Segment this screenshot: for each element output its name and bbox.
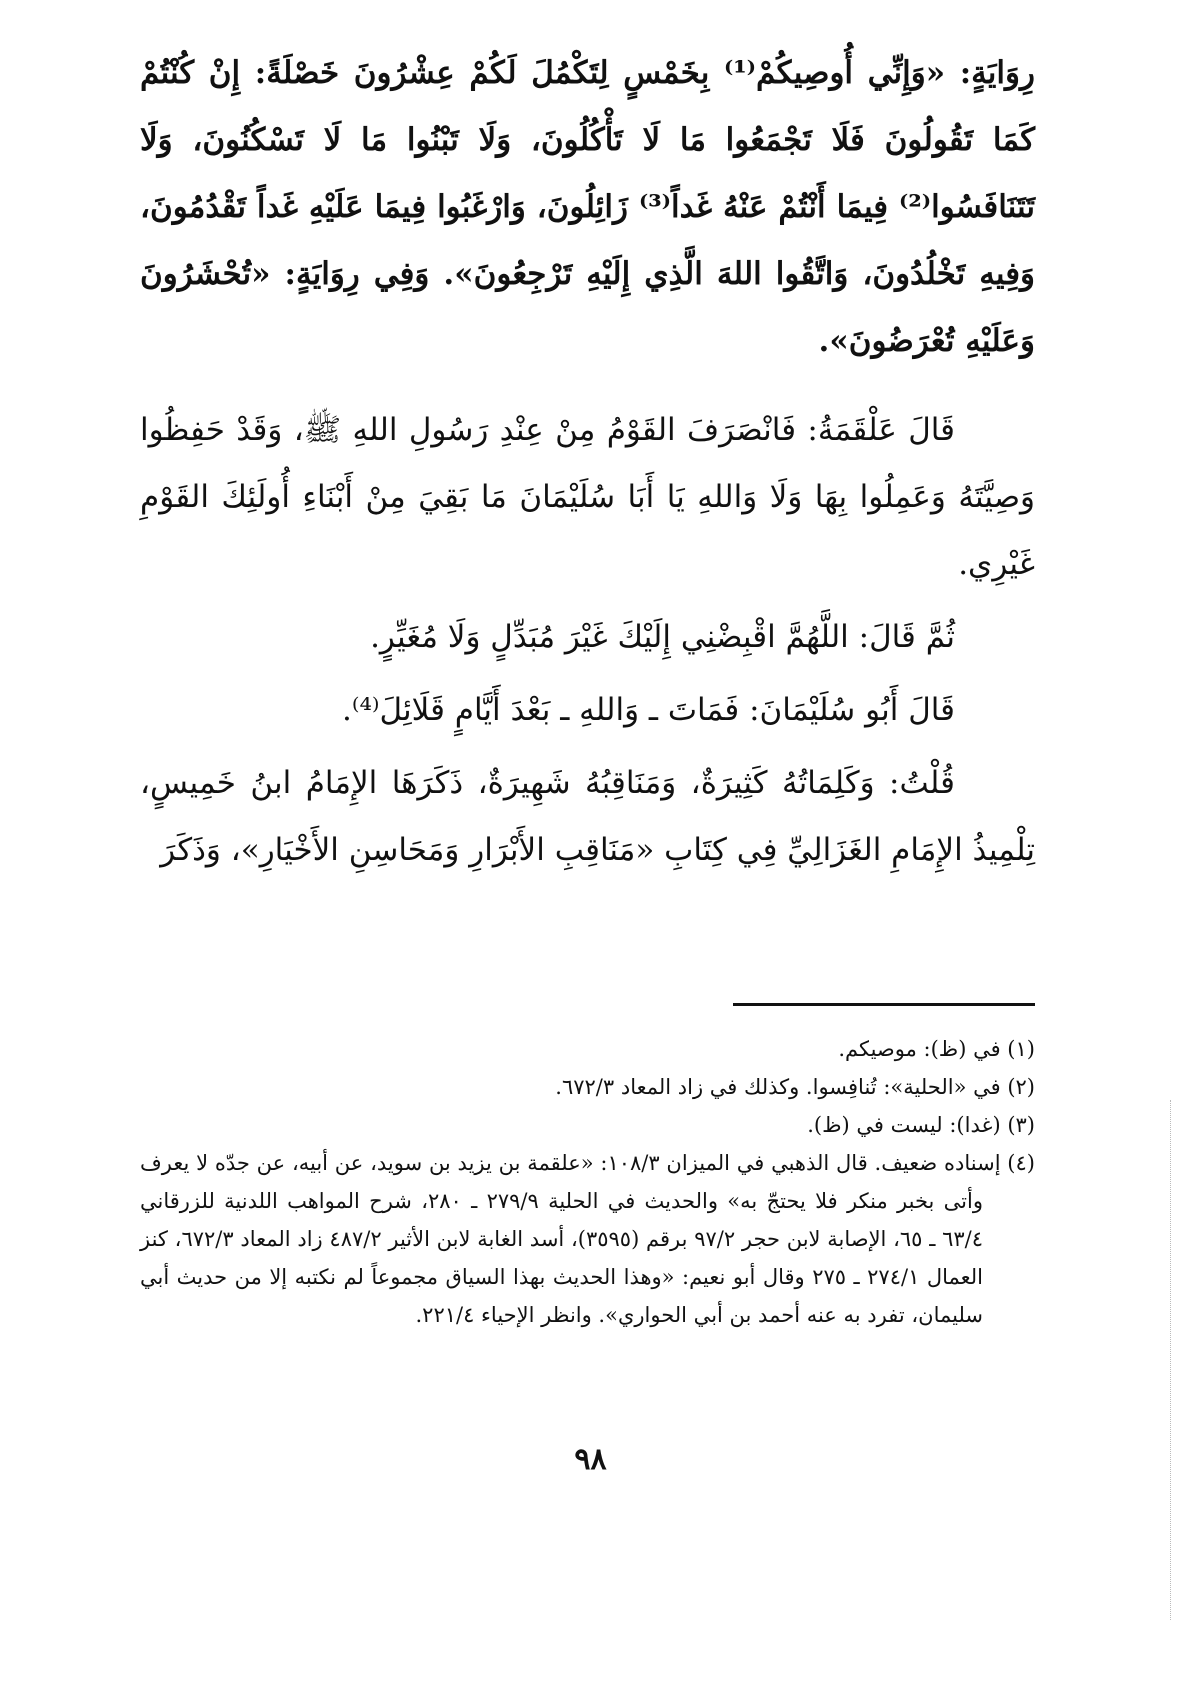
scan-edge-line [1169,1100,1171,1620]
paragraph-abu-sulayman: قَالَ أَبُو سُلَيْمَانَ: فَمَاتَ ـ وَاللهِ ـ بَعْدَ أَيَّامٍ قَلَائِلَ⁽⁴⁾. [341,692,955,728]
page-number: ٩٨ [574,1442,607,1477]
paragraph-alqama: قَالَ عَلْقَمَةُ: فَانْصَرَفَ القَوْمُ مِنْ عِنْدِ رَسُولِ اللهِ ﷺ، وَقَدْ حَفِظُوا وَصِيَّتَهُ وَعَمِلُوا بِهَا وَلَا وَاللهِ يَا أَبَا سُلَيْمَانَ مَا بَقِيَ مِنْ أَبْنَاءِ أُولَئِكَ القَوْمِ غَيْرِي. [140,412,1035,582]
footnotes [140,1030,1035,1334]
footnote-1: (١) في (ظ): موصيكم. [838,1037,1035,1061]
paragraph-supplication: ثُمَّ قَالَ: اللَّهُمَّ اقْبِضْنِي إِلَيْكَ غَيْرَ مُبَدِّلٍ وَلَا مُغَيِّرٍ. [370,619,955,655]
footnote-3: (٣) (غدا): ليست في (ظ). [807,1113,1035,1137]
paragraph-qultu: قُلْتُ: وَكَلِمَاتُهُ كَثِيرَةٌ، وَمَنَاقِبُهُ شَهِيرَةٌ، ذَكَرَهَا الإِمَامُ ابنُ خَمِيسٍ، تِلْمِيذُ الإِمَامِ الغَزَالِيِّ فِي كِتَابِ «مَنَاقِبِ الأَبْرَارِ وَمَحَاسِنِ الأَخْيَارِ»، وَذَكَرَ [140,765,1035,868]
footnote-4: (٤) إسناده ضعيف. قال الذهبي في الميزان ١٠٨/٣: «علقمة بن يزيد بن سويد، عن أبيه، عن جدّه لا يعرف وأتى بخبر منكر فلا يحتجّ به» والحديث في الحلية ٢٧٩/٩ ـ ٢٨٠، شرح المواهب اللدنية للزرقاني ٦٣/٤ ـ ٦٥، الإصابة لابن حجر ٩٧/٢ برقم (٣٥٩٥)، أسد الغابة لابن الأثير ٤٨٧/٢ زاد المعاد ٦٧٢/٣، كنز العمال ٢٧٤/١ ـ ٢٧٥ وقال أبو نعيم: «وهذا الحديث بهذا السياق مجموعاً لم نكتبه إلا من حديث أبي سليمان، تفرد به عنه أحمد بن أبي الحواري». وانظر الإحياء ٢٢١/٤. [140,1151,1035,1327]
footnote-2: (٢) في «الحلية»: تُنافِسوا. وكذلك في زاد المعاد ٦٧٢/٣. [555,1075,1035,1099]
main-text [140,40,1035,884]
paragraph-hadith-continuation: رِوَايَةٍ: «وَإِنِّي أُوصِيكُمْ⁽¹⁾ بِخَمْسٍ لِتَكْمُلَ لَكُمْ عِشْرُونَ خَصْلَةً: إِنْ كُنْتُمْ كَمَا تَقُولُونَ فَلَا تَجْمَعُوا مَا لَا تَأْكُلُونَ، وَلَا تَبْنُوا مَا لَا تَسْكُنُونَ، وَلَا تَتَنَافَسُوا⁽²⁾ فِيمَا أَنْتُمْ عَنْهُ غَداً⁽³⁾ زَائِلُونَ، وَارْغَبُوا فِيمَا عَلَيْهِ غَداً تَقْدُمُونَ، وَفِيهِ تَخْلُدُونَ، وَاتَّقُوا اللهَ الَّذِي إِلَيْهِ تَرْجِعُونَ». وَفِي رِوَايَةٍ: «تُحْشَرُونَ وَعَلَيْهِ تُعْرَضُونَ». [140,55,1035,359]
footnote-separator [733,1003,1035,1006]
